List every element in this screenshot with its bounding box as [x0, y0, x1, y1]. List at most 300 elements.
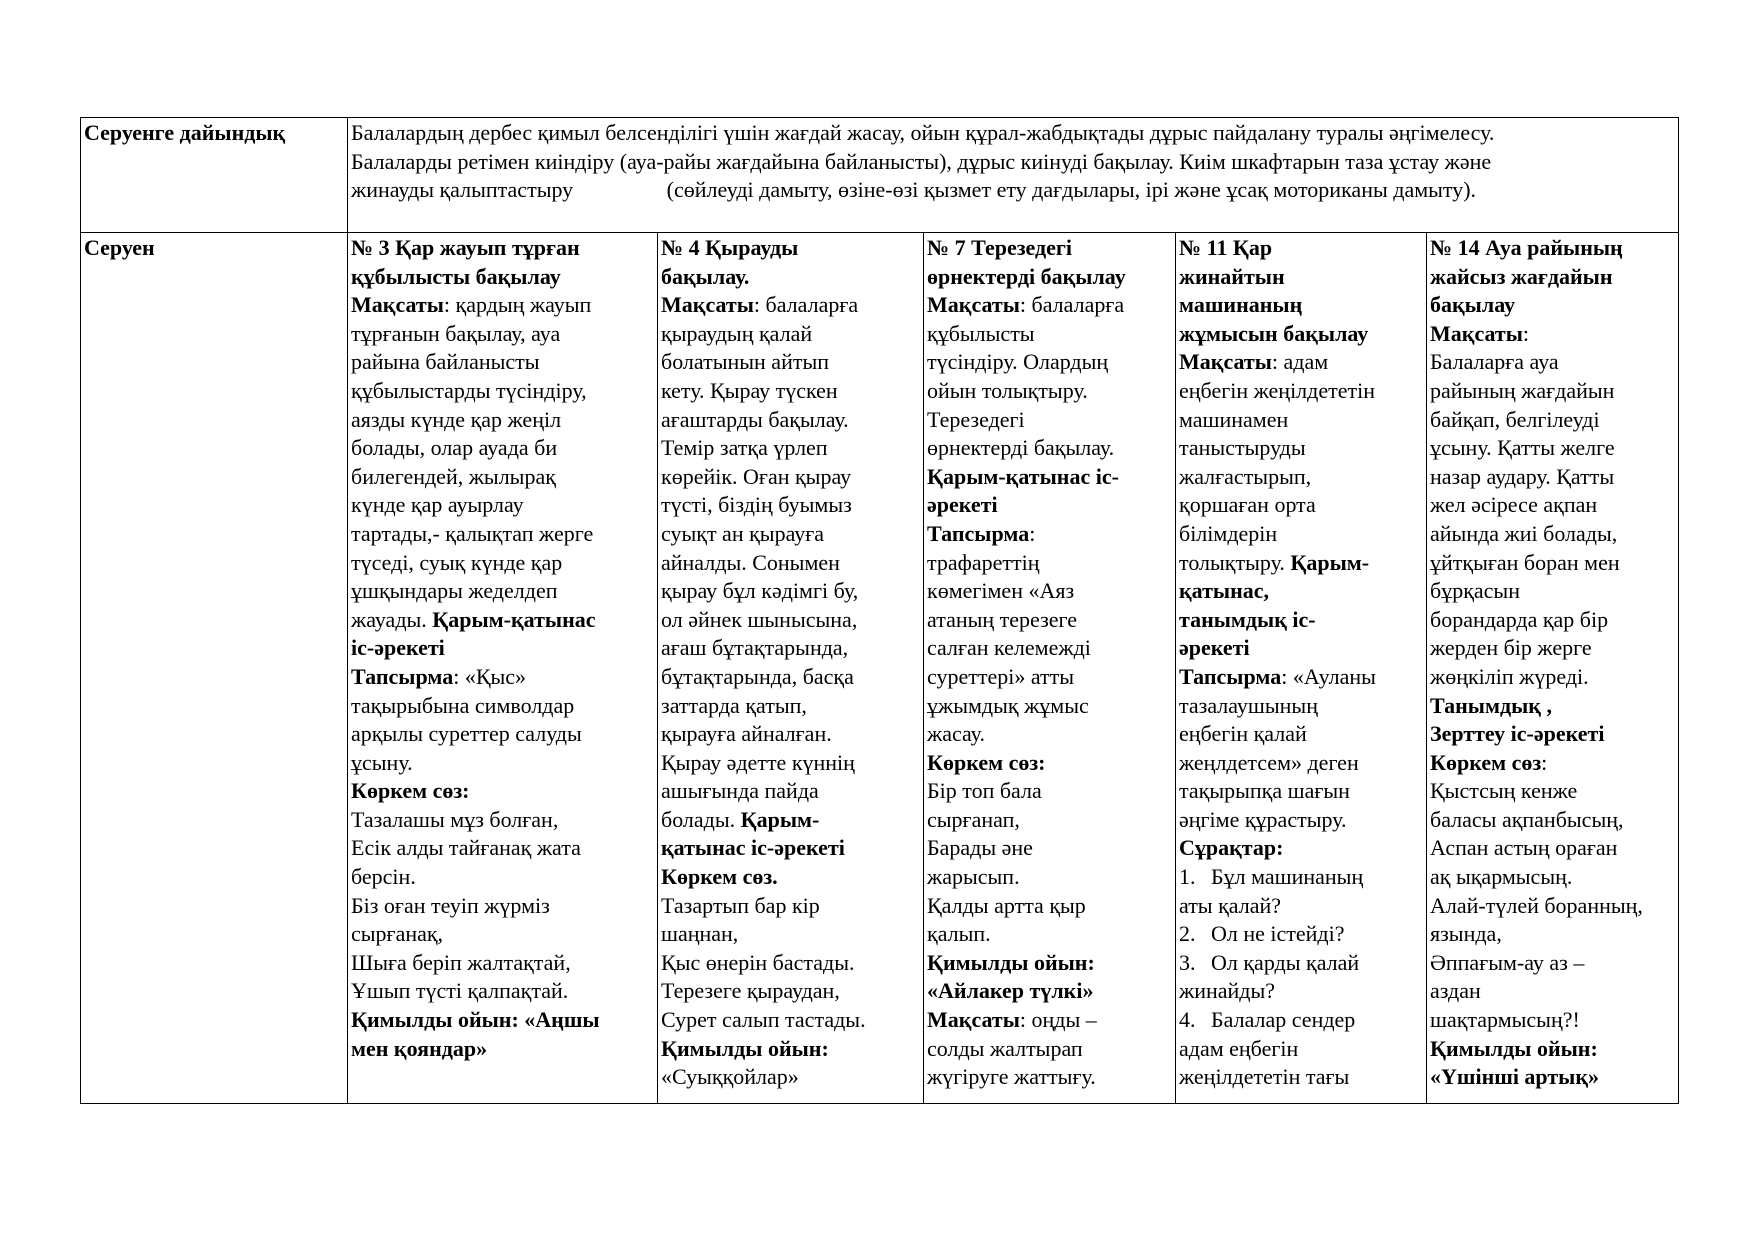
line-text: қоршаған орта [1179, 492, 1316, 518]
walk-line [1179, 663, 1424, 692]
walk-line [661, 320, 921, 349]
walk-line [351, 434, 655, 463]
walk-line [927, 434, 1173, 463]
walk-line [927, 949, 1173, 978]
line-bold-text: Зерттеу іс-әрекеті [1430, 721, 1605, 747]
walk-line [927, 520, 1173, 549]
walk-line [1430, 863, 1676, 892]
line-text: түседі, суық күнде қар [351, 549, 563, 575]
line-text: аздан [1430, 978, 1481, 1004]
walk-line [351, 463, 655, 492]
walk-col-4 [1176, 233, 1427, 1104]
walk-line [661, 834, 921, 863]
line-text: Тазалашы мұз болған, [351, 806, 559, 832]
line-bold-text: № 11 Қар [1179, 235, 1273, 260]
line-bold-text: жинайтын [1179, 263, 1285, 289]
list-number: 4. [1179, 1007, 1196, 1033]
walk-line [927, 663, 1173, 692]
walk-line [1430, 720, 1676, 749]
walk-line [661, 949, 921, 978]
line-text: : «Қыс» [453, 663, 527, 689]
line-text: тазалаушының [1179, 692, 1318, 718]
walk-line [1179, 1063, 1424, 1092]
line-text: ұйтқыған боран мен [1430, 549, 1620, 575]
walk-line [351, 806, 655, 835]
line-text: Есік алды тайғанақ жата [351, 835, 581, 861]
walk-line [1179, 348, 1424, 377]
line-text: суреттері» атты [927, 663, 1075, 689]
walk-line [661, 1063, 921, 1092]
line-bold-text: танымдық іс- [1179, 606, 1316, 632]
line-bold-text: Қарым-қатынас іс- [927, 463, 1119, 489]
walk-line [1179, 777, 1424, 806]
line-text: аязды күнде қар жеңіл [351, 406, 562, 432]
line-text: аты қалай? [1179, 892, 1282, 918]
line-text: Сурет салып тастады. [661, 1007, 866, 1033]
walk-line [661, 720, 921, 749]
line-bold-text: Көркем сөз [1430, 749, 1542, 775]
line-text: қырауға айналған. [661, 721, 832, 747]
line-text: Темір затқа үрлеп [661, 435, 828, 461]
line-text: : [1029, 520, 1036, 546]
line-text: толықтыру. [1179, 549, 1291, 575]
line-text: Қалды артта қыр [927, 892, 1086, 918]
line-bold-text: «Айлакер түлкі» [927, 978, 1094, 1004]
line-text: Бұл машинаның [1211, 864, 1364, 890]
walk-line [351, 1035, 655, 1064]
line-text: : адам [1271, 349, 1329, 375]
line-text: : оңды – [1019, 1007, 1097, 1033]
line-text: арқылы суреттер салуды [351, 721, 582, 747]
line-text: ағаш бұтақтарында, [661, 635, 849, 661]
walk-line [351, 720, 655, 749]
walk-line [661, 863, 921, 892]
line-text: баласы ақпанбысың, [1430, 806, 1624, 832]
line-bold-text: Танымдық , [1430, 692, 1552, 718]
walk-line [351, 634, 655, 663]
line-text: Ол қарды қалай [1211, 949, 1360, 975]
line-text: түсіндіру. Олардың [927, 349, 1109, 375]
line-text: жауады. [351, 606, 433, 632]
line-text: : балаларға [1019, 292, 1125, 318]
walk-line [1430, 920, 1676, 949]
line-text: : [1522, 320, 1530, 346]
walk-col-1 [348, 233, 658, 1104]
walk-col-3 [924, 233, 1176, 1104]
walk-line [661, 520, 921, 549]
line-text: кету. Қырау түскен [661, 377, 838, 403]
walk-line [351, 863, 655, 892]
walk-line [1179, 577, 1424, 606]
walk-line [1430, 1006, 1676, 1035]
walk-line [661, 406, 921, 435]
line-text: Қыстсың кенже [1430, 778, 1578, 804]
list-number: 3. [1179, 949, 1196, 975]
line-text: сырғанақ, [351, 921, 444, 947]
line-text: Шыға беріп жалтақтай, [351, 949, 571, 975]
walk-line [1179, 606, 1424, 635]
walk-line [1430, 634, 1676, 663]
line-text: тұрғанын бақылау, ауа [351, 320, 561, 346]
line-bold-text: жайсыз жағдайын [1430, 263, 1613, 289]
line-text: ол әйнек шынысына, [661, 606, 858, 632]
walk-line [1430, 1035, 1676, 1064]
line-text: құбылысты [927, 320, 1035, 346]
line-bold-text: Қимылды ойын: [1430, 1035, 1598, 1061]
line-text: еңбегін жеңілдететін [1179, 377, 1375, 403]
walk-line [1179, 263, 1424, 292]
line-text: ұшқындары жеделдеп [351, 578, 558, 604]
line-text: көрейік. Оған қырау [661, 463, 852, 489]
walk-line [927, 406, 1173, 435]
walk-line [1430, 406, 1676, 435]
line-bold-text: Мақсаты [1179, 349, 1272, 375]
walk-line [351, 834, 655, 863]
walk-line [661, 263, 921, 292]
line-bold-text: Қарым-қатынас [432, 606, 596, 632]
row-label-walk: Серуен [81, 233, 348, 1104]
walk-line [927, 834, 1173, 863]
line-text: еңбегін қалай [1179, 721, 1307, 747]
walk-line [1179, 491, 1424, 520]
line-text: жеңлдетсем» деген [1179, 749, 1359, 775]
walk-line [661, 692, 921, 721]
line-text: билегендей, жылырақ [351, 463, 556, 489]
walk-line [1179, 520, 1424, 549]
line-text: райының жағдайын [1430, 377, 1615, 403]
walk-line [927, 692, 1173, 721]
walk-line [1430, 434, 1676, 463]
walk-line [661, 777, 921, 806]
walk-line [1430, 491, 1676, 520]
walk-line [1179, 320, 1424, 349]
walk-line [1430, 520, 1676, 549]
line-text: ақ ықармысың. [1430, 864, 1573, 890]
line-text: болатынын айтып [661, 349, 830, 375]
line-text: язында, [1430, 921, 1502, 947]
walk-line [1430, 549, 1676, 578]
walk-line [1430, 949, 1676, 978]
line-bold-text: «Үшінші артық» [1430, 1064, 1600, 1090]
line-text: Терезеге қыраудан, [661, 978, 840, 1004]
line-bold-text: өрнектерді бақылау [927, 263, 1126, 289]
walk-line [351, 692, 655, 721]
walk-line [661, 463, 921, 492]
walk-line [661, 234, 921, 263]
line-text: әңгіме құрастыру. [1179, 806, 1347, 832]
line-bold-text: Көркем сөз: [351, 778, 470, 804]
line-text: Барады әне [927, 835, 1033, 861]
walk-line [1179, 1035, 1424, 1064]
walk-line [661, 377, 921, 406]
walk-line [927, 577, 1173, 606]
walk-line [1430, 348, 1676, 377]
walk-line [351, 949, 655, 978]
line-bold-text: Қарым- [740, 806, 820, 832]
walk-line [661, 663, 921, 692]
daily-plan-table [80, 117, 1679, 1104]
line-bold-text: Мақсаты [927, 1007, 1020, 1033]
line-text: заттарда қатып, [661, 692, 807, 718]
walk-line [927, 377, 1173, 406]
walk-line [927, 749, 1173, 778]
line-text: жасау. [927, 721, 985, 747]
line-text: суықт ан қырауға [661, 520, 825, 546]
walk-line [927, 291, 1173, 320]
line-text: құбылыстарды түсіндіру, [351, 377, 587, 403]
line-text: сырғанап, [927, 806, 1020, 832]
walk-line [1430, 749, 1676, 778]
line-text: Балалар сендер [1211, 1007, 1356, 1033]
walk-line [1179, 920, 1424, 949]
line-bold-text: Мақсаты [1430, 320, 1523, 346]
walk-line [661, 892, 921, 921]
line-bold-text: Қарым- [1290, 549, 1370, 575]
walk-line [1430, 806, 1676, 835]
line-text: бұтақтарында, басқа [661, 663, 854, 689]
line-text: Қыс өнерін бастады. [661, 949, 855, 975]
line-bold-text: Мақсаты [661, 292, 754, 318]
line-bold-text: мен қояндар» [351, 1035, 488, 1061]
walk-line [661, 491, 921, 520]
line-bold-text: Көркем сөз: [927, 749, 1046, 775]
walk-line [1430, 577, 1676, 606]
line-text: жүгіруге жаттығу. [927, 1064, 1096, 1090]
line-bold-text: № 3 Қар жауып тұрған [351, 235, 580, 260]
line-text: байқап, белгілеуді [1430, 406, 1600, 432]
line-text: Терезедегі [927, 406, 1025, 432]
line-bold-text: № 14 Ауа райының [1430, 235, 1623, 260]
walk-line [661, 1035, 921, 1064]
prep-line: жинауды қалыптастыру (сөйлеуді дамыту, өзіне-өзі қызмет ету дағдылары, ірі және ұсақ моториканы дамыту). [351, 177, 1477, 203]
walk-line [1179, 406, 1424, 435]
walk-line [1179, 434, 1424, 463]
walk-line [351, 520, 655, 549]
walk-line [927, 863, 1173, 892]
walk-line [1430, 892, 1676, 921]
line-text: : «Ауланы [1281, 663, 1376, 689]
line-text: болады. [661, 806, 741, 832]
line-bold-text: әрекеті [1179, 635, 1250, 661]
line-text: тартады,- қалықтап жерге [351, 520, 594, 546]
walk-line [661, 549, 921, 578]
walk-line [351, 406, 655, 435]
walk-line [1179, 291, 1424, 320]
line-text: білімдерін [1179, 520, 1278, 546]
line-text: салған келемежді [927, 635, 1091, 661]
walk-line [1179, 863, 1424, 892]
walk-line [1430, 291, 1676, 320]
table-row-prep [81, 118, 1679, 233]
walk-line [927, 348, 1173, 377]
walk-line [351, 263, 655, 292]
line-text: болады, олар ауада би [351, 435, 558, 461]
line-text: : балаларға [753, 292, 859, 318]
line-text: бұрқасын [1430, 578, 1520, 604]
line-bold-text: бақылау [1430, 292, 1516, 318]
walk-line [927, 491, 1173, 520]
walk-line [351, 749, 655, 778]
walk-line [927, 606, 1173, 635]
line-text: таныстыруды [1179, 435, 1306, 461]
walk-line [661, 806, 921, 835]
line-text: Алай-түлей боранның, [1430, 892, 1643, 918]
walk-line [1179, 234, 1424, 263]
walk-line [661, 606, 921, 635]
walk-line [1430, 663, 1676, 692]
walk-line [351, 977, 655, 1006]
walk-line [1430, 977, 1676, 1006]
line-text: жөңкіліп жүреді. [1430, 663, 1589, 689]
line-bold-text: құбылысты бақылау [351, 263, 561, 289]
walk-line [1430, 377, 1676, 406]
walk-line [1430, 834, 1676, 863]
walk-line [1430, 320, 1676, 349]
line-bold-text: Қимылды ойын: [661, 1035, 829, 1061]
line-text: трафареттің [927, 549, 1040, 575]
walk-line [927, 549, 1173, 578]
line-bold-text: бақылау. [661, 263, 750, 289]
line-text: Тазартып бар кір [661, 892, 820, 918]
line-text: айналды. Сонымен [661, 549, 840, 575]
prep-line: Балаларды ретімен киіндіру (ауа-райы жағдайына байланысты), дұрыс киінуді бақылау. Киім шкафтарын таза ұстау және [351, 148, 1492, 174]
line-bold-text: Қимылды ойын: «Аңшы [351, 1007, 600, 1033]
walk-line [351, 549, 655, 578]
walk-line [1430, 463, 1676, 492]
line-bold-text: № 7 Терезедегі [927, 235, 1073, 260]
line-bold-text: Қимылды ойын: [927, 949, 1095, 975]
walk-line [927, 234, 1173, 263]
line-text: түсті, біздің буымыз [661, 492, 852, 518]
line-text: шаңнан, [661, 921, 739, 947]
line-bold-text: Тапсырма [1179, 663, 1282, 689]
walk-line [661, 577, 921, 606]
line-text: Қырау әдетте күннің [661, 749, 855, 775]
line-text: атаның терезеге [927, 606, 1078, 632]
walk-line [927, 720, 1173, 749]
line-bold-text: Сұрақтар: [1179, 835, 1284, 861]
line-text: борандарда қар бір [1430, 606, 1609, 632]
walk-line [661, 920, 921, 949]
walk-line [927, 463, 1173, 492]
walk-col-2 [658, 233, 924, 1104]
line-text: жерден бір жерге [1430, 635, 1592, 661]
walk-line [1179, 377, 1424, 406]
line-text: Аспан астың ораған [1430, 835, 1618, 861]
line-text: Әппағым-ау аз – [1430, 949, 1585, 975]
line-text: Ұшып түсті қалпақтай. [351, 978, 569, 1004]
line-text: берсін. [351, 864, 416, 890]
walk-line [927, 1035, 1173, 1064]
walk-line [351, 291, 655, 320]
walk-line [351, 663, 655, 692]
walk-line [1430, 1063, 1676, 1092]
line-bold-text: Тапсырма [927, 520, 1030, 546]
line-text: солды жалтырап [927, 1035, 1083, 1061]
walk-line [1430, 263, 1676, 292]
line-text: жарысып. [927, 864, 1020, 890]
line-text: қырау бұл кәдімгі бу, [661, 578, 859, 604]
walk-line [927, 977, 1173, 1006]
walk-line [1179, 806, 1424, 835]
line-text: ағаштарды бақылау. [661, 406, 849, 432]
line-text: шақтармысың?! [1430, 1007, 1580, 1033]
line-bold-text: Мақсаты [351, 292, 444, 318]
walk-line [927, 1063, 1173, 1092]
walk-line [351, 320, 655, 349]
line-bold-text: қатынас, [1179, 578, 1270, 604]
walk-line [1179, 1006, 1424, 1035]
walk-line [661, 291, 921, 320]
line-text: Балаларға ауа [1430, 349, 1559, 375]
line-text: ұжымдық жұмыс [927, 692, 1089, 718]
walk-line [927, 777, 1173, 806]
walk-line [351, 777, 655, 806]
walk-line [661, 1006, 921, 1035]
line-text: айында жиі болады, [1430, 520, 1618, 546]
walk-col-5 [1427, 233, 1679, 1104]
line-text: жинайды? [1179, 978, 1276, 1004]
walk-line [1430, 777, 1676, 806]
line-text: жеңілдететін тағы [1179, 1064, 1350, 1090]
line-text: қыраудың қалай [661, 320, 813, 346]
line-text: : [1541, 749, 1548, 775]
line-bold-text: іс-әрекеті [351, 635, 445, 661]
walk-line [927, 320, 1173, 349]
line-text: Ол не істейді? [1211, 921, 1345, 947]
walk-line [927, 634, 1173, 663]
walk-line [1179, 749, 1424, 778]
walk-line [1179, 892, 1424, 921]
line-text: өрнектерді бақылау. [927, 435, 1115, 461]
walk-line [927, 806, 1173, 835]
walk-line [351, 892, 655, 921]
walk-line [1179, 977, 1424, 1006]
line-text: машинамен [1179, 406, 1289, 432]
line-text: жел әсіресе ақпан [1430, 492, 1598, 518]
walk-line [351, 491, 655, 520]
walk-line [927, 892, 1173, 921]
walk-line [351, 234, 655, 263]
line-text: «Суыққойлар» [661, 1064, 799, 1090]
line-text: Бір топ бала [927, 778, 1042, 804]
prep-line: Балалардың дербес қимыл белсенділігі үшін жағдай жасау, ойын құрал-жабдықтады дұрыс пайдалану туралы әңгімелесу. [351, 120, 1495, 145]
walk-line [351, 577, 655, 606]
walk-line [1179, 949, 1424, 978]
walk-line [661, 434, 921, 463]
walk-line [1430, 692, 1676, 721]
walk-line [1179, 463, 1424, 492]
walk-line [1430, 606, 1676, 635]
walk-line [351, 377, 655, 406]
walk-line [1179, 720, 1424, 749]
line-bold-text: Көркем сөз. [661, 864, 778, 890]
line-bold-text: Тапсырма [351, 663, 454, 689]
walk-line [661, 634, 921, 663]
list-number: 2. [1179, 921, 1196, 947]
walk-line [1430, 234, 1676, 263]
line-text: қалып. [927, 921, 991, 947]
line-text: ұсыну. [351, 749, 413, 775]
line-text: ұсыну. Қатты желге [1430, 435, 1615, 461]
walk-line [927, 920, 1173, 949]
walk-line [351, 606, 655, 635]
line-text: : қардың жауып [443, 292, 592, 318]
line-bold-text: қатынас іс-әрекеті [661, 835, 845, 861]
line-bold-text: машинаның [1179, 292, 1303, 318]
walk-line [927, 263, 1173, 292]
line-text: тақырыбына символдар [351, 692, 575, 718]
